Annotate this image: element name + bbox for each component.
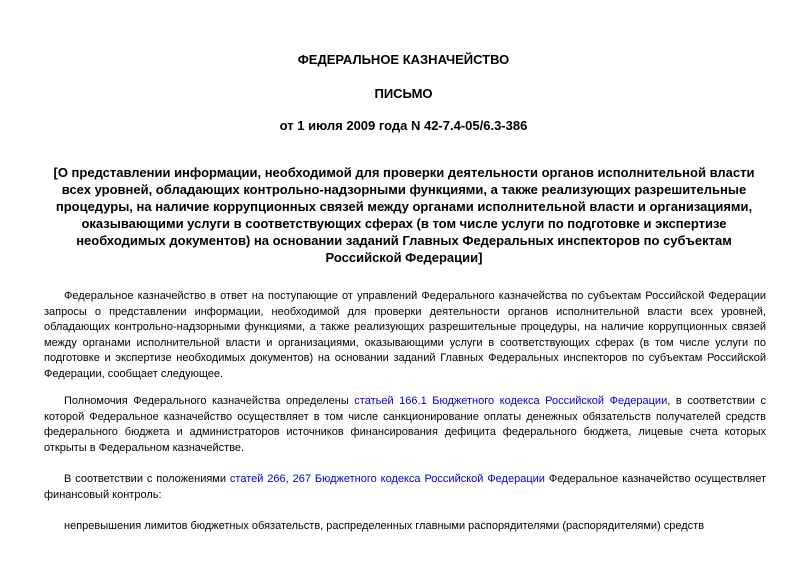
org-title: ФЕДЕРАЛЬНОЕ КАЗНАЧЕЙСТВО bbox=[297, 52, 510, 67]
paragraph-4: непревышения лимитов бюджетных обязательств, распределенных главными распорядителями (распорядителями) средств bbox=[64, 520, 705, 532]
doc-subject: [О представлении информации, необходимой для проверки деятельности органов исполнительной власти всех уровней, обладающих контрольно-надзорными функциями, а также реализующих разрешительные процедуры, на наличие коррупционных связей между органами исполнительной власти и организациями, оказывающими услуги в соответствующих сферах (в том числе услуги по подготовке и экспертизе необходимых документов) на основании заданий Главных Федеральных инспекторов по субъектам Российской Федерации] bbox=[53, 165, 755, 265]
paragraph-3-text-start: В соответствии с положениями bbox=[64, 473, 230, 485]
doc-type: ПИСЬМО bbox=[374, 86, 433, 101]
paragraph-3 bbox=[44, 472, 766, 503]
paragraph-2 bbox=[44, 394, 766, 456]
doc-date-number: от 1 июля 2009 года N 42-7.4-05/6.3-386 bbox=[279, 118, 528, 133]
link-article-166-1[interactable]: статьей 166.1 Бюджетного кодекса Российской Федерации bbox=[354, 395, 668, 407]
paragraph-1: Федеральное казначейство в ответ на поступающие от управлений Федерального казначейства по субъектам Российской Федерации запросы о представлении информации, необходимой для проверки деятельности органов исполнительной власти всех уровней, обладающих контрольно-надзорными функциями, а также реализующих разрешительные процедуры, на наличие коррупционных связей между органами исполнительной власти и организациями, оказывающими услуги в соответствующих сферах (в том числе услуги по подготовке и экспертизе необходимых документов) на основании заданий Главных Федеральных инспекторов по субъектам Российской Федерации, сообщает следующее. bbox=[44, 290, 766, 380]
paragraph-2-text-end: , в соответствии с которой Федеральное казначейство осуществляет в том числе санкционирование оплаты денежных обязательств получателей средств федерального бюджета и администраторов источников финансирования дефицита федерального бюджета, лицевые счета которых открыты в Федеральном казначействе. bbox=[44, 395, 767, 454]
paragraph-2-text-start: Полномочия Федерального казначейства определены bbox=[64, 395, 355, 407]
link-articles-266-267[interactable]: статей 266, 267 Бюджетного кодекса Российской Федерации bbox=[229, 473, 545, 485]
paragraph-3-text-end: Федеральное казначейство осуществляет финансовый контроль: bbox=[44, 473, 766, 501]
